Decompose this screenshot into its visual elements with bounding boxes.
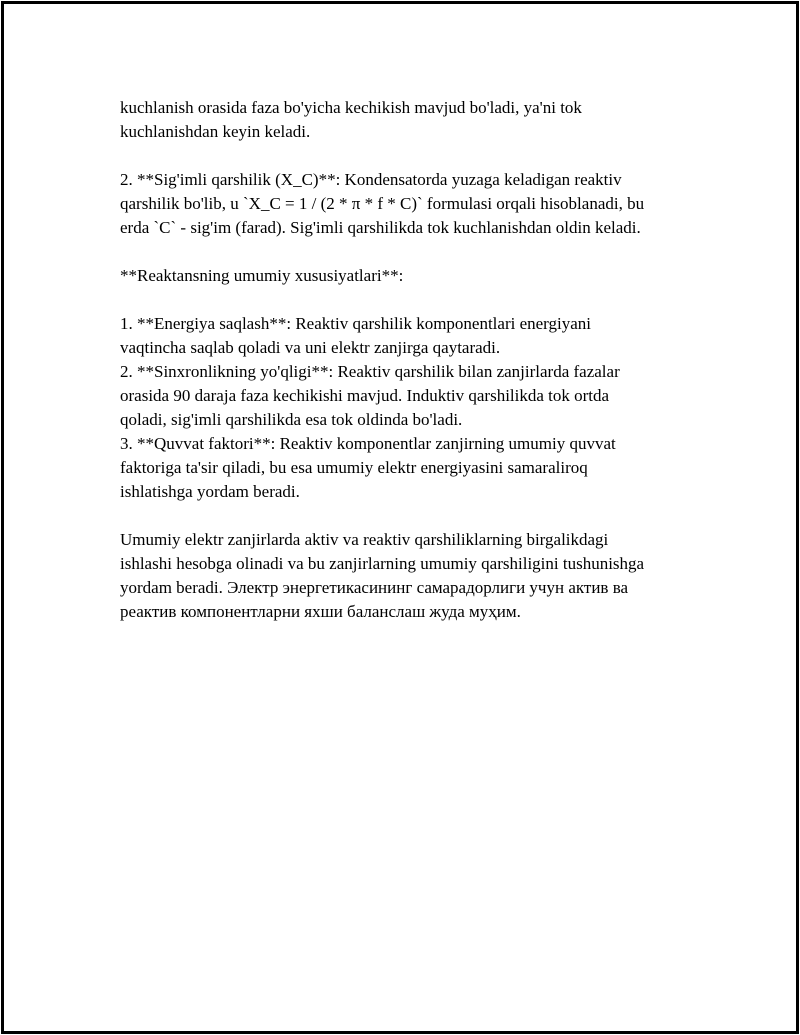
properties-list [120, 312, 710, 504]
page-frame [1, 1, 799, 1034]
text-line: kuchlanishdan keyin keladi. [120, 122, 311, 141]
text-line: faktoriga ta'sir qiladi, bu esa umumiy elektr energiyasini samaraliroq [120, 458, 588, 477]
document-body [120, 96, 710, 624]
paragraph-gap [120, 240, 710, 264]
list-item-power-factor: 3. **Quvvat faktori**: Reaktiv komponentlar zanjirning umumiy quvvat [120, 434, 616, 453]
text-line: erda `C` - sig'im (farad). Sig'imli qarshilikda tok kuchlanishdan oldin keladi. [120, 218, 641, 237]
text-line: реактив компонентларни яхши баланслаш жуда муҳим. [120, 602, 521, 621]
text-line: qarshilik bo'lib, u `X_C = 1 / (2 * π * f * C)` formulasi orqali hisoblanadi, bu [120, 194, 645, 213]
list-item-phase-shift: 2. **Sinxronlikning yo'qligi**: Reaktiv qarshilik bilan zanjirlarda fazalar [120, 362, 620, 381]
text-line: Umumiy elektr zanjirlarda aktiv va reaktiv qarshiliklarning birgalikdagi [120, 530, 609, 549]
list-item-energy-storage: 1. **Energiya saqlash**: Reaktiv qarshilik komponentlari energiyani [120, 314, 592, 333]
paragraph-phase-lag [120, 96, 710, 144]
section-heading-reactance-properties [120, 264, 710, 288]
text-line: qoladi, sig'imli qarshilikda esa tok oldinda bo'ladi. [120, 410, 463, 429]
text-line: yordam beradi. Электр энергетикасининг самарадорлиги учун актив ва [120, 578, 629, 597]
paragraph-gap [120, 504, 710, 528]
text-line: vaqtincha saqlab qoladi va uni elektr zanjirga qaytaradi. [120, 338, 501, 357]
paragraph-gap [120, 288, 710, 312]
paragraph-conclusion [120, 528, 710, 624]
section-heading: **Reaktansning umumiy xususiyatlari**: [120, 266, 404, 285]
text-line: orasida 90 daraja faza kechikishi mavjud. Induktiv qarshilikda tok ortda [120, 386, 610, 405]
paragraph-capacitive-reactance [120, 168, 710, 240]
paragraph-gap [120, 144, 710, 168]
text-line: ishlashi hesobga olinadi va bu zanjirlarning umumiy qarshiligini tushunishga [120, 554, 645, 573]
text-line: 2. **Sig'imli qarshilik (X_C)**: Kondensatorda yuzaga keladigan reaktiv [120, 170, 622, 189]
text-line: ishlatishga yordam beradi. [120, 482, 300, 501]
text-line: kuchlanish orasida faza bo'yicha kechikish mavjud bo'ladi, ya'ni tok [120, 98, 582, 117]
